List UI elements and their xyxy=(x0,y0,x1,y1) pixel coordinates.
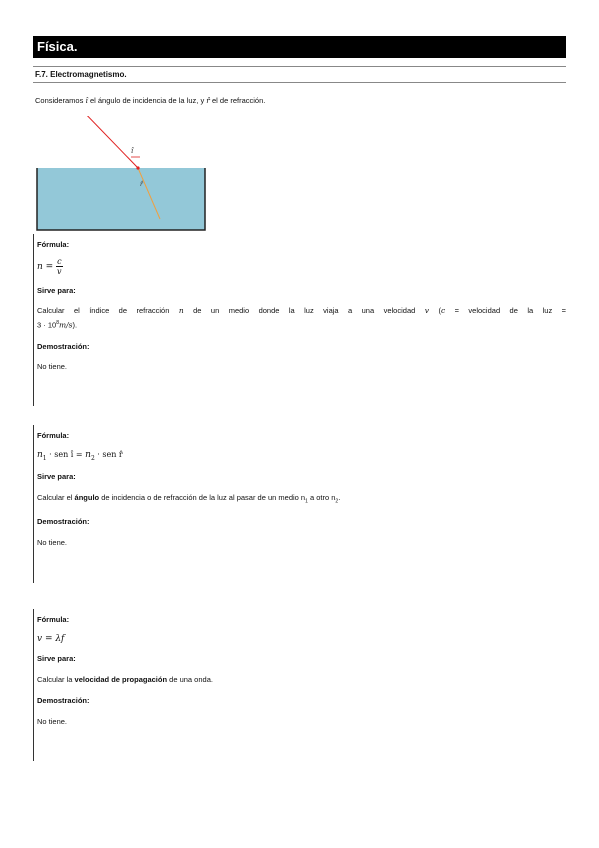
angle-i-label: î xyxy=(131,147,134,155)
purpose-part: de un medio donde la luz viaja a una velocidad xyxy=(193,306,416,315)
purpose-part: ( xyxy=(438,306,441,315)
angle-r-label: r̂ xyxy=(140,181,143,188)
speed-value: 3 · 10 xyxy=(37,320,57,330)
incident-ray xyxy=(78,116,138,168)
formula-expression: v = λf xyxy=(37,634,65,644)
proof-label: Demostración: xyxy=(37,341,90,351)
formula-block-3 xyxy=(33,609,566,761)
purpose-part: Calcular el xyxy=(37,492,73,502)
purpose-text xyxy=(37,492,566,508)
purpose-label: Sirve para: xyxy=(37,471,76,481)
formula-label: Fórmula: xyxy=(37,431,70,440)
purpose-sub: 1 xyxy=(305,498,308,505)
formula-part: · sen r̂ xyxy=(94,450,123,459)
refraction-diagram-svg xyxy=(33,116,233,234)
purpose-text-line2 xyxy=(37,317,566,332)
purpose-text xyxy=(37,674,566,686)
formula-part: · sen î = xyxy=(46,450,86,459)
intro-middle: el ángulo de incidencia de la luz, y xyxy=(89,96,205,105)
purpose-part: de incidencia o de refracción de la luz al pasar de un medio n xyxy=(101,492,306,502)
proof-label: Demostración: xyxy=(37,696,90,705)
purpose-keyword: ángulo xyxy=(74,492,100,502)
angle-r-symbol: r̂ xyxy=(206,96,210,105)
formula-sub2: 2 xyxy=(90,454,95,462)
purpose-label: Sirve para: xyxy=(37,654,76,663)
purpose-part: Calcular el índice de refracción xyxy=(37,306,170,315)
purpose-label: Sirve para: xyxy=(37,286,76,295)
proof-text: No tiene. xyxy=(37,361,68,371)
var-v: v xyxy=(424,306,429,315)
formula-expression xyxy=(37,257,566,276)
var-c: c xyxy=(440,306,446,315)
formula-label: Fórmula: xyxy=(37,615,70,624)
formula-lhs: n = xyxy=(37,262,54,272)
formula-n2: n xyxy=(85,450,91,460)
proof-text: No tiene. xyxy=(37,717,68,726)
formula-block-1 xyxy=(33,234,566,406)
var-n: n xyxy=(178,306,184,315)
refraction-diagram xyxy=(33,116,566,234)
intro-suffix: el de refracción. xyxy=(211,96,266,105)
purpose-part: = velocidad de la luz = xyxy=(454,306,567,315)
purpose-part: ). xyxy=(72,320,78,330)
purpose-part: a otro n xyxy=(307,492,336,502)
speed-unit: m/s xyxy=(58,320,73,330)
fraction-numerator: c xyxy=(57,257,62,266)
incidence-point xyxy=(136,166,139,169)
purpose-keyword: velocidad de propagación xyxy=(74,675,168,684)
formula-expression xyxy=(37,450,566,462)
angle-i-symbol: î xyxy=(85,96,88,105)
purpose-part: Calcular la xyxy=(37,675,73,684)
page-title: Física. xyxy=(33,36,566,58)
water-area xyxy=(37,168,205,230)
formula-label: Fórmula: xyxy=(37,240,70,249)
section-title: F.7. Electromagnetismo. xyxy=(33,66,566,83)
proof-label: Demostración: xyxy=(37,517,90,527)
proof-text: No tiene. xyxy=(37,538,68,548)
fraction-denominator: v xyxy=(57,267,62,276)
formula-fraction xyxy=(56,257,62,276)
formula-block-2 xyxy=(33,425,566,583)
intro-prefix: Consideramos xyxy=(35,96,84,105)
formula-sub1: 1 xyxy=(42,454,47,462)
purpose-part: . xyxy=(338,492,341,502)
purpose-part: de una onda. xyxy=(169,675,213,684)
page xyxy=(33,36,566,761)
purpose-sub: 2 xyxy=(335,498,339,505)
speed-exponent: 8 xyxy=(56,320,59,326)
formula-n1: n xyxy=(37,450,43,460)
purpose-text-line1 xyxy=(37,305,566,317)
intro-text xyxy=(35,96,566,116)
